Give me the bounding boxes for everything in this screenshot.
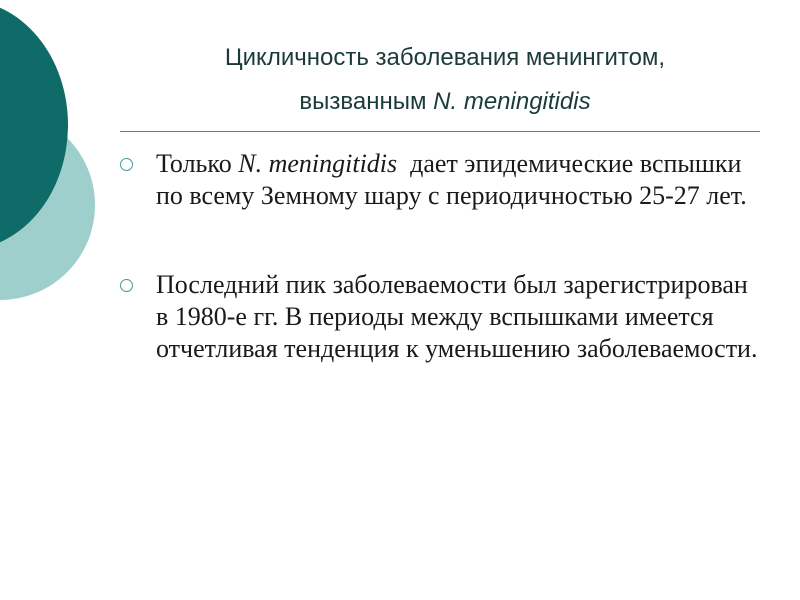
bullet-1-italic: N. meningitidis [238,149,398,178]
title-divider [120,131,760,132]
slide-title [130,36,760,124]
bullet-circle-icon [120,279,133,292]
title-line-2 [130,80,760,124]
bullet-2-text: Последний пик заболеваемости был зарегистрирован в 1980-е гг. В периоды между вспышками имеется отчетливая тенденция к уменьшению заболеваемости. [156,270,758,363]
bullet-item-2 [118,269,758,365]
bullet-item-1 [118,148,758,212]
title-line-2-prefix: вызванным [299,88,434,115]
bullet-list [118,148,758,365]
bullet-1-text: дает эпидемические вспышки по всему Земному шару с периодичностью 25-27 лет. [156,149,748,210]
bullet-circle-icon [120,158,133,171]
bullet-1-prefix: Только [156,149,239,178]
title-line-1: Цикличность заболевания менингитом, [224,44,666,71]
title-line-2-italic: N. meningitidis [433,88,591,115]
